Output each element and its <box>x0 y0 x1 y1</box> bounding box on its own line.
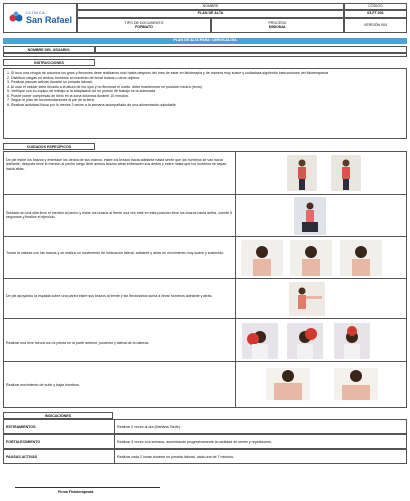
names-label: NOMBRE <box>202 4 219 8</box>
care-text-4: De pie apoyando la espalda sobre una pared estire sus brazos al frente y sin flexionarlos suma a llevar hombros adelante y atrás. <box>6 294 213 298</box>
instruction-2: 2. Distribuir cargas en ambos hombros al momento de llevar bolsos u otros objetos. <box>7 75 141 80</box>
indication-value-2: Realizar 3 veces a la semana, aumentando progresivamente la cantidad de series y repeticiones. <box>117 440 273 444</box>
signature-line[interactable] <box>15 487 160 488</box>
instructions-title-cell <box>3 59 95 66</box>
doc-name: PLAN DE ALTA <box>197 11 224 15</box>
indication-row-1 <box>3 419 407 434</box>
exercise-photo-shoulders-down <box>334 368 378 400</box>
care-row-4 <box>3 279 407 319</box>
indications-title: INDICACIONES <box>44 414 72 418</box>
indication-value-1: Realizar 2 veces al día (Mañana-Tarde). <box>117 425 181 429</box>
instruction-8: 8. Realizar actividad física por lo menos 3 veces a la semana acompañado de una alimentación saludable <box>7 102 176 107</box>
instruction-3: 3. Realizar pausas activas durante su jornada laboral. <box>7 80 93 84</box>
type-value: FORMATO <box>135 25 153 30</box>
logo-brand-small: CLÍNICA <box>26 10 46 15</box>
care-text-3: Tomar la cabeza con las manos y se realiza un movimiento de inclinación lateral, adelante y atrás en movimiento muy suave y sostenido. <box>6 251 225 255</box>
code-value: 03-FT-001 <box>367 11 384 15</box>
exercise-photo-shoulders-up <box>266 368 310 400</box>
exercise-photo-neck-forward <box>290 240 332 276</box>
instruction-5: 5. Verifique con su equipo de trabajo si la adaptación de su puesto de trabajo es la adecuada <box>7 89 156 93</box>
indication-label-1: ESTIRAMIENTOS <box>6 425 36 429</box>
care-row-6 <box>3 362 407 408</box>
care-divider <box>235 151 236 194</box>
care-divider <box>235 279 236 318</box>
indication-label-2: FORTALECIMIENTO <box>6 440 41 444</box>
care-row-1 <box>3 151 407 195</box>
exercise-photo-ball-front <box>242 323 278 359</box>
instruction-7: 7. Seguir el plan de recomendaciones al pie de la letra. <box>7 98 95 102</box>
care-text-1: De pie estire los brazos y entrelace los dedos de sus manos, estire los brazos hacia adelante hasta sentir que los hombros se van hacia adelante, después lleve le mentón al pecho luego lleve ambos brazos atrás entrelacen sus dedos y estire hasta que los hombros se vayan hacia atrás. <box>6 158 227 171</box>
type-label: TIPO DE DOCUMENTO <box>124 21 164 25</box>
type-cell <box>77 18 211 33</box>
care-row-3 <box>3 237 407 279</box>
care-row-5 <box>3 319 407 362</box>
indication-divider <box>114 420 115 433</box>
indication-value-3: Realizar cada 2 horas durante su jornada laboral, cada una de 7 minutos. <box>117 455 235 459</box>
exercise-photo-stretch-back <box>331 155 361 191</box>
care-title: CUIDADOS ESPECÍFICOS <box>26 145 72 149</box>
doc-name-cell <box>77 10 344 18</box>
instructions-title: INSTRUCCIONES <box>34 61 64 65</box>
instructions-box <box>3 68 407 139</box>
user-extra-line <box>3 53 407 57</box>
indications-title-cell <box>3 412 113 419</box>
instruction-4: 4. Al usar el celular debe llevarlo a la altura de los ojos y no flexionar el cuello, debe mantenerse en posición neutra (recto) <box>7 84 202 89</box>
names-label-cell <box>77 3 344 10</box>
header-logo-cell <box>3 3 77 33</box>
code-value-cell <box>344 10 407 18</box>
care-text-2: Sentado en una silla lleve el mentón al pecho y estire los brazos al frente una vez esté en esta posición lleve los brazos hacia arriba, cuente 5 segundos y finalice el ejercicio. <box>6 211 232 220</box>
care-text-6: Realizar movimiento de subir y bajar hombros. <box>6 383 81 387</box>
process-value: MISIONAL <box>268 25 287 30</box>
user-label: NOMBRE DEL USUARIO: <box>27 48 71 52</box>
logo-icon <box>8 10 24 26</box>
logo-brand: San Rafael <box>26 15 73 25</box>
care-row-2 <box>3 195 407 237</box>
care-text-5: Realizar una leve fuerza con la pelota en la parte anterior, posterior y lateral de la cabeza. <box>6 341 150 345</box>
care-divider <box>235 195 236 236</box>
exercise-photo-ball-back <box>334 323 370 359</box>
exercise-photo-seated-stretch <box>294 197 326 235</box>
version: VERSIÓN 004 <box>363 23 388 27</box>
care-divider <box>235 362 236 407</box>
indication-row-3 <box>3 449 407 464</box>
instruction-6: 6. Puede poner compresas de hielo en la zona dolorosa durante 15 minutos. <box>7 93 129 98</box>
care-divider <box>235 237 236 278</box>
plan-banner-text: PLAN DE ALTA PARA: CERVICALGIA <box>173 38 237 42</box>
code-label-cell <box>344 3 407 10</box>
exercise-photo-neck-back <box>340 240 382 276</box>
plan-banner <box>3 38 407 44</box>
version-cell <box>344 18 407 33</box>
indication-divider <box>114 435 115 448</box>
user-label-cell <box>3 46 95 53</box>
indication-divider <box>114 450 115 463</box>
user-name-field[interactable] <box>95 46 407 53</box>
process-label: PROCESO <box>268 21 287 25</box>
signature-label: Firma Fisioterapeuta <box>58 490 94 494</box>
code-label: CÓDIGO <box>368 4 383 8</box>
indication-row-2 <box>3 434 407 449</box>
exercise-photo-neck-lateral <box>241 240 283 276</box>
instruction-1: 1. Si tuvo una cirugía de columna los giros y flexiones debe realizarlos solo hasta después del mes de estar en fisioterapia y de manera muy suave y cuidadosa siguiendo instrucciones del fisioterapeuta <box>7 71 329 75</box>
exercise-photo-ball-side <box>287 323 323 359</box>
exercise-photo-stretch-forward <box>287 155 317 191</box>
care-title-cell <box>3 143 95 150</box>
exercise-photo-wall-arms <box>289 282 325 316</box>
indication-label-3: PAUSAS ACTIVAS <box>6 455 38 459</box>
care-divider <box>235 319 236 361</box>
process-cell <box>211 18 344 33</box>
